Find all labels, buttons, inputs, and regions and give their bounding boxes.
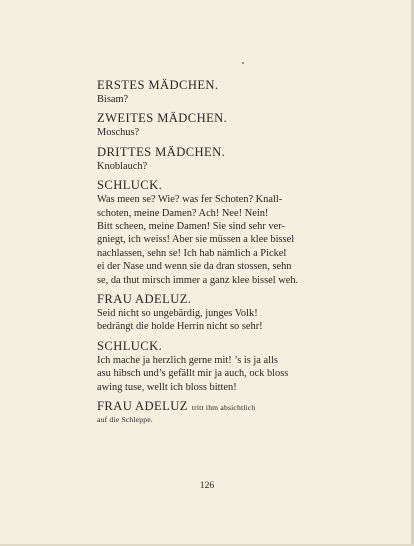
dialogue-line: Knoblauch?: [97, 160, 148, 172]
dialogue-line: bedrängt die holde Herrin nicht so sehr!: [97, 321, 263, 333]
page-number: 126: [199, 480, 215, 491]
dialogue-block: [97, 339, 353, 394]
dialogue-line: Seid nicht so ungebärdig, junges Volk!: [97, 308, 258, 320]
speaker-name: ZWEITES MÄDCHEN.: [97, 111, 228, 126]
ink-speck: [242, 62, 244, 64]
speaker-with-stage-direction: [97, 399, 353, 415]
dialogue-line: Was meen se? Wie? was fer Schoten? Knall-: [97, 194, 283, 206]
dialogue-block: [97, 145, 353, 173]
dialogue-block: [97, 178, 353, 287]
dialogue-block: [97, 111, 353, 139]
dialogue-line: Bitt scheen, meine Damen! Sie sind sehr ver-: [97, 221, 285, 233]
dialogue-line: nachlassen, sehn se! Ich hab nämlich a Pickel: [97, 247, 287, 259]
speaker-name: FRAU ADELUZ.: [97, 292, 192, 307]
dialogue-block: [97, 292, 353, 334]
dialogue-line: Moschus?: [97, 127, 140, 139]
speaker-name: FRAU ADELUZ: [97, 399, 188, 414]
dialogue-line: gniegt, ich weiss! Aber sie müssen a klee bissel: [97, 234, 295, 246]
speaker-name: DRITTES MÄDCHEN.: [97, 144, 226, 159]
stage-direction-continued: auf die Schleppe.: [97, 415, 153, 425]
dialogue-line: asu hibsch und’s gefällt mir ja auch, ock bloss: [97, 368, 289, 380]
dialogue-line: Ich mache ja herzlich gerne mit! ’s is ja alls: [97, 354, 278, 366]
speaker-name: SCHLUCK.: [97, 178, 163, 193]
play-text: [97, 78, 353, 425]
speaker-name: ERSTES MÄDCHEN.: [97, 78, 219, 92]
dialogue-block: [97, 399, 353, 425]
dialogue-line: schoten, meine Damen? Ach! Nee! Nein!: [97, 207, 269, 219]
speaker-name: SCHLUCK.: [97, 338, 163, 353]
dialogue-line: awing tuse, wellt ich bloss bitten!: [97, 381, 237, 393]
dialogue-line: Bisam?: [97, 94, 129, 105]
dialogue-block: [97, 78, 353, 106]
dialogue-line: ei der Nase und wenn sie da dran stossen, sehn: [97, 261, 292, 273]
stage-direction: tritt ihm absichtlich: [191, 403, 256, 413]
dialogue-line: se, da thut mirsch immer a ganz klee bissel weh.: [97, 274, 299, 286]
